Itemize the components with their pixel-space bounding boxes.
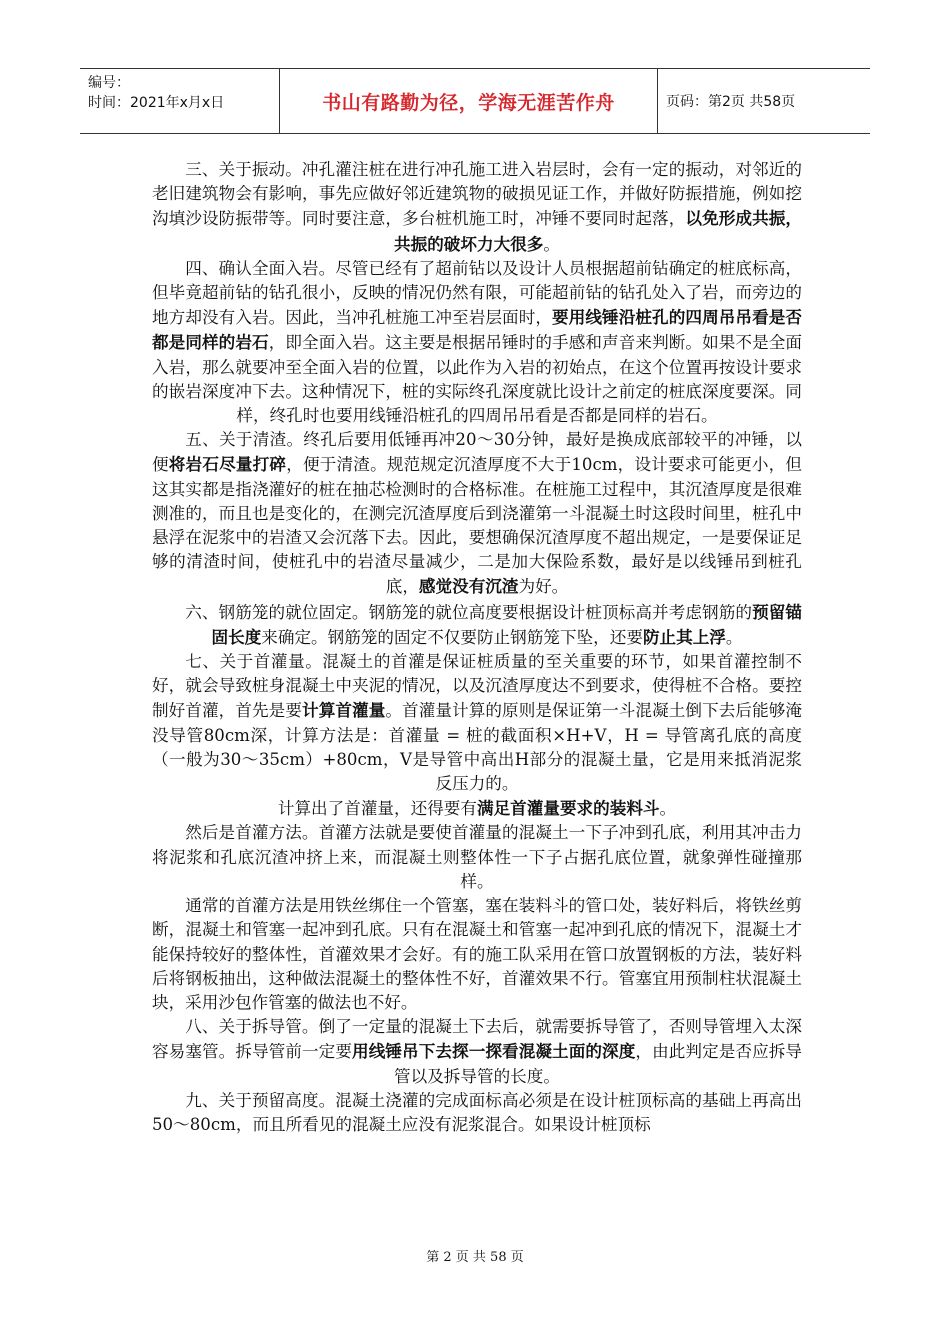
- bold-text: 满足首灌量要求的装料斗: [477, 798, 660, 819]
- text-run: 三、关于振动。冲孔灌注桩在进行冲孔施工进入岩层时，会有一定的振动，对邻近的老旧建筑物会有影响，事先应做好邻近建筑物的破损见证工作，并做好防振措施，例如挖沟填沙设防振带等。同时要注意，多台桩机施工时，冲锤不要同时起落，: [152, 160, 802, 229]
- bold-text: 以免形成共振，共振的破坏力大很多: [394, 208, 803, 254]
- header-motto: 书山有路勤为径，学海无涯苦作舟: [280, 69, 658, 133]
- bold-text: 用线锤吊下去探一探看混凝土面的深度: [352, 1041, 636, 1062]
- paragraph: [152, 796, 802, 821]
- paragraph: [152, 821, 802, 894]
- text-run: 四、确认全面入岩。尽管已经有了超前钻以及设计人员根据超前钻确定的桩底标高，但毕竟超前钻的钻孔很小，反映的情况仍然有限，可能超前钻的钻孔处入了岩，而旁边的地方却没有入岩。因此，当冲孔桩施工冲至岩层面时，: [152, 258, 802, 328]
- bold-text: 感觉没有沉渣: [418, 576, 519, 597]
- paragraph: [152, 1015, 802, 1089]
- paragraph: [152, 1089, 802, 1137]
- text-run: 八、关于拆导管。倒了一定量的混凝土下去后，就需要拆导管了，否则导管埋入太深容易塞管。拆导管前一定要: [152, 1017, 802, 1062]
- paragraph: [152, 894, 802, 1015]
- text-run: ，即全面入岩。这主要是根据吊锤时的手感和声音来判断。如果不是全面入岩，那么就要冲至全面入岩的位置，以此作为入岩的初始点，在这个位置再按设计要求的嵌岩深度冲下去。这种情况下，桩的实际终孔深度就比设计之前定的桩底深度要深。同样，终孔时也要用线锤沿桩孔的四周吊吊看是否都是同样的岩石。: [152, 333, 803, 426]
- bold-text: 计算首灌量: [302, 700, 386, 721]
- paragraph: [152, 428, 802, 599]
- text-run: 来确定。钢筋笼的固定不仅要防止钢筋笼下坠，还要: [261, 627, 643, 647]
- paragraph: [152, 158, 802, 257]
- bold-text: 要用线锤沿桩孔的四周吊吊看是否都是同样的岩石: [152, 307, 803, 353]
- bold-text: 预留锚固长度: [211, 601, 803, 647]
- text-run: 六、钢筋笼的就位固定。钢筋笼的就位高度要根据设计桩顶标高并考虑钢筋的: [185, 602, 753, 622]
- text-run: 通常的首灌方法是用铁丝绑住一个管塞，塞在装料斗的管口处，装好料后，将铁丝剪断，混凝土和管塞一起冲到孔底。只有在混凝土和管塞一起冲到孔底的情况下，混凝土才能保持较好的整体性，首灌效果才会好。有的施工队采用在管口放置钢板的方法，装好料后将钢板抽出，这种做法混凝土的整体性不好，首灌效果不行。管塞宜用预制柱状混凝土块，采用沙包作管塞的做法也不好。: [152, 896, 802, 1012]
- document-body: [152, 158, 802, 1137]
- text-run: 然后是首灌方法。首灌方法就是要使首灌量的混凝土一下子冲到孔底，利用其冲击力将泥浆和孔底沉渣冲挤上来，而混凝土则整体性一下子占据孔底位置，就象弹性碰撞那样。: [152, 823, 802, 891]
- page-footer: 第 2 页 共 58 页: [426, 1250, 524, 1265]
- text-run: 。: [725, 627, 743, 647]
- text-run: 。首灌量计算的原则是保证第一斗混凝土倒下去后能够淹没导管80cm深，计算方法是：首灌量 = 桩的截面积×H+V，H = 导管离孔底的高度（一般为30～35cm）+80cm，V是导管中高出H部分的混凝土量，它是用来抵消泥浆反压力的。: [152, 701, 803, 794]
- bold-text: 防止其上浮: [642, 626, 726, 647]
- text-run: ，由此判定是否应拆导管以及拆导管的长度。: [394, 1042, 803, 1086]
- bold-text: 将岩石尽量打碎: [168, 454, 287, 475]
- text-run: 七、关于首灌量。混凝土的首灌是保证桩质量的至关重要的环节，如果首灌控制不好，就会导致桩身混凝土中夹泥的情况，以及沉渣厚度达不到要求，使得桩不合格。要控制好首灌，首先是要: [152, 652, 802, 721]
- text-run: 五、关于清渣。终孔后要用低锤再冲20～30分钟，最好是换成底部较平的冲锤，以便: [152, 430, 802, 475]
- paragraph: [152, 257, 802, 428]
- document-number-label: 编号：: [88, 75, 130, 91]
- paragraph: [152, 650, 802, 796]
- text-run: 为好。: [518, 577, 569, 597]
- text-run: ，便于清渣。规范规定沉渣厚度不大于10cm，设计要求可能更小，但这其实都是指浇灌好的桩在抽芯检测时的合格标准。在桩施工过程中，其沉渣厚度是很难测准的，而且也是变化的，在测完沉渣厚度后到浇灌第一斗混凝土时这段时间里，桩孔中悬浮在泥浆中的岩渣又会沉落下去。因此，要想确保沉渣厚度不超出规定，一是要保证足够的清渣时间，使桩孔中的岩渣尽量减少，二是加大保险系数，最好是以线锤吊到桩孔底，: [152, 455, 803, 597]
- text-run: 。: [659, 799, 677, 819]
- text-run: 九、关于预留高度。混凝土浇灌的完成面标高必须是在设计桩顶标高的基础上再高出50～80cm，而且所看见的混凝土应没有泥浆混合。如果设计桩顶标: [152, 1090, 802, 1134]
- text-run: 计算出了首灌量，还得要有: [277, 799, 477, 819]
- paragraph: [152, 600, 802, 650]
- page-header: [80, 68, 870, 134]
- text-run: 。: [543, 234, 560, 254]
- header-page-number: 页码：第2页 共58页: [666, 94, 796, 110]
- document-time-label: 时间：2021年x月x日: [88, 95, 225, 111]
- header-meta: [80, 69, 280, 133]
